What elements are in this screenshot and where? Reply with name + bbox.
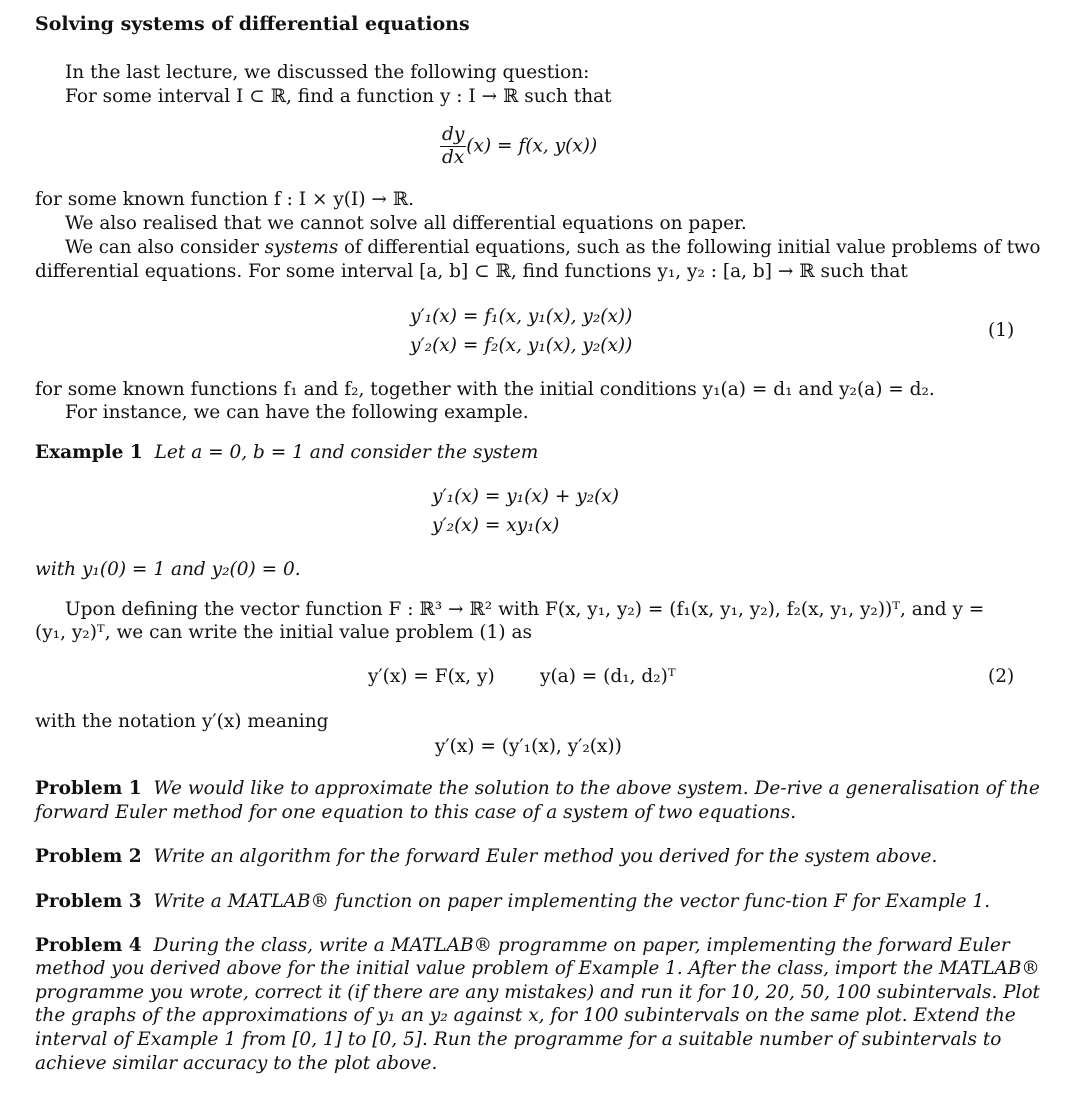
eq1-number: (1) <box>988 320 1015 341</box>
eq2-left: y′(x) = F(x, y) <box>368 666 495 687</box>
intro-line-6: differential equations. For some interval [a, b] ⊂ ℝ, find functions y₁, y₂ : [a, b] → ℝ such that <box>35 261 908 282</box>
intro-line-3: for some known function f : I × y(I) → ℝ. <box>35 189 415 210</box>
problem-1-text-1: We would like to approximate the solution to the above system. De-rive a generalisation of the <box>153 778 1040 799</box>
example1-text: Let a = 0, b = 1 and consider the system <box>154 442 539 463</box>
problem-4-text-5: interval of Example 1 from [0, 1] to [0, 5]. Run the programme for a suitable number of subintervals to <box>35 1029 1002 1050</box>
problem-2-line <box>35 845 937 869</box>
derivative-fraction <box>440 124 466 169</box>
equation-ode-rest: (x) = f(x, y(x)) <box>466 135 598 157</box>
intro-line-2: For some interval I ⊂ ℝ, find a function y : I → ℝ such that <box>65 86 612 107</box>
vector-line-1: Upon defining the vector function F : ℝ³ → ℝ² with F(x, y₁, y₂) = (f₁(x, y₁, y₂), f₂(x, y₁, y₂))ᵀ, and y = <box>65 599 985 620</box>
page-title: Solving systems of differential equations <box>35 13 470 35</box>
problem-3-text: Write a MATLAB® function on paper implementing the vector func-tion F for Example 1. <box>153 891 991 912</box>
problem-3-line <box>35 890 990 914</box>
problem-4-text-2: method you derived above for the initial value problem of Example 1. After the class, import the MATLAB® <box>35 958 1040 979</box>
eq2-right: y(a) = (d₁, d₂)ᵀ <box>540 666 676 687</box>
problem-4-line-1 <box>35 934 1010 958</box>
after-eq1-line-2: For instance, we can have the following example. <box>65 402 529 423</box>
problem-4-label: Problem 4 <box>35 935 142 956</box>
fraction-denominator: dx <box>442 147 465 168</box>
emphasis-systems: systems <box>264 237 339 258</box>
problem-1-line-1 <box>35 777 1040 801</box>
problem-4-text-4: the graphs of the approximations of y₁ an y₂ against x, for 100 subintervals on the same plot. Extend the <box>35 1005 1016 1026</box>
problem-2-text: Write an algorithm for the forward Euler method you derived for the system above. <box>153 846 938 867</box>
example1-label: Example 1 <box>35 442 143 463</box>
eq2-number: (2) <box>988 666 1015 687</box>
vector-line-2: (y₁, y₂)ᵀ, we can write the initial value problem (1) as <box>35 622 532 643</box>
example1-row-1: y′₁(x) = y₁(x) + y₂(x) <box>432 486 619 507</box>
notation-text: with the notation y′(x) meaning <box>35 711 329 732</box>
problem-2-label: Problem 2 <box>35 846 142 867</box>
equation-ode <box>440 124 597 169</box>
problem-1-label: Problem 1 <box>35 778 142 799</box>
intro-line-5a: We can also consider <box>65 237 259 258</box>
intro-line-4: We also realised that we cannot solve all differential equations on paper. <box>65 213 747 234</box>
problem-4-text-3: programme you wrote, correct it (if there are any mistakes) and run it for 10, 20, 50, 100 subintervals. Plot <box>35 982 1040 1003</box>
eq1-row-1: y′₁(x) = f₁(x, y₁(x), y₂(x)) <box>410 306 633 327</box>
problem-1-text-2: forward Euler method for one equation to this case of a system of two equations. <box>35 802 797 823</box>
problem-4-text-1: During the class, write a MATLAB® programme on paper, implementing the forward Euler <box>153 935 1010 956</box>
notation-equation: y′(x) = (y′₁(x), y′₂(x)) <box>435 736 622 757</box>
fraction-numerator: dy <box>442 124 465 145</box>
intro-line-1: In the last lecture, we discussed the following question: <box>65 62 590 83</box>
example1-row-2: y′₂(x) = xy₁(x) <box>432 515 560 536</box>
intro-line-5 <box>65 236 1040 260</box>
example1-statement <box>35 441 538 465</box>
intro-line-5c: of differential equations, such as the following initial value problems of two <box>343 237 1041 258</box>
problem-4-text-6: achieve similar accuracy to the plot above. <box>35 1053 438 1074</box>
eq1-row-2: y′₂(x) = f₂(x, y₁(x), y₂(x)) <box>410 335 633 356</box>
example1-conditions: with y₁(0) = 1 and y₂(0) = 0. <box>35 559 301 580</box>
problem-3-label: Problem 3 <box>35 891 142 912</box>
after-eq1-line-1: for some known functions f₁ and f₂, together with the initial conditions y₁(a) = d₁ and y₂(a) = d₂. <box>35 379 935 400</box>
